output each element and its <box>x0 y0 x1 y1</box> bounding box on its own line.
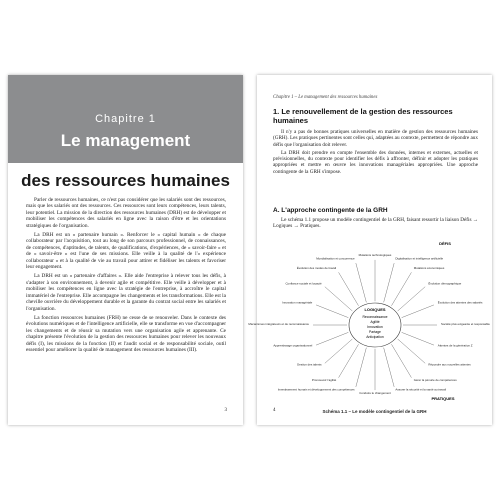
chapter-title-line2: des ressources humaines <box>21 171 230 190</box>
diagram-arrow <box>398 339 426 363</box>
diagram-arrow <box>391 344 411 377</box>
diagram-arrow <box>339 344 359 377</box>
diagram-arrow <box>384 348 395 387</box>
section-paragraph: La DRH doit prendre en compte l'ensemble des données, internes et externes, actuelles et prévisionnelles, du contexte pour identifier les défis à affronter, définir et adopter les pratiques appropriées et mettre en œuvre les innovations managériales appropriées. Une approche contingente de la GRH s'impose. <box>273 149 478 175</box>
contingency-diagram <box>248 235 490 410</box>
diagram-arrow <box>391 272 411 305</box>
diagram-node-label: Assurer la sécurité et la santé au travail <box>395 387 447 392</box>
center-item: Agilité <box>370 320 380 324</box>
page-number: 3 <box>224 408 227 413</box>
diagram-node-label: Gestion des talents <box>296 362 322 367</box>
diagram-arrow <box>356 263 367 302</box>
center-label: LOGIQUES <box>364 307 386 312</box>
diagram-caption: Schéma 1.1 – Le modèle contingentiel de la GRH <box>322 409 427 414</box>
diagram-node-label: Apprentissage organisationnel <box>273 343 313 348</box>
center-item: Partage <box>369 330 381 334</box>
section-heading: 1. Le renouvellement de la gestion des ressources humaines <box>273 107 453 125</box>
subsection-heading: A. L'approche contingente de la GRH <box>273 207 388 214</box>
diagram-node-label: Mécanismes intégrateurs et de reconnaissance <box>248 322 309 326</box>
intro-paragraph: Parler de ressources humaines, ce n'est pas considérer que les salariés sont des ressources, mais que les salariés ont des ressources. Ces ressources sont leurs compétences, leurs talents, leur potentiel. La mission de la direction des ressources humaines (DRH) est de développer et mobiliser les compétences des salariés en ligne avec la raison d'être et les orientations stratégiques de l'organisation. <box>26 197 226 229</box>
diagram-node-label: Innovation managériale <box>282 300 313 305</box>
diagram-arrow <box>356 348 367 387</box>
intro-paragraph: La DRH est un « partenaire d'affaires ». Elle aide l'entreprise à relever tous les défis, à s'adapter à son environnement, à devenir agile et compétitive. Elle veille à développer et à mobiliser les compétences en ligne avec la stratégie de l'entreprise, à accroître le capital immatériel de l'entreprise. Elle accompagne les changements et les transformations. Elle est la cheville ouvrière du développement durable et la garante du contrat social entre les salariés et l'organisation. <box>26 273 226 312</box>
running-head: Chapitre 1 – Le management des ressources humaines <box>273 95 378 100</box>
diagram-node-label: Évolution des modes de travail <box>296 266 337 271</box>
page-number: 4 <box>273 408 276 413</box>
diagram-node-label: Gérer la pénurie de compétences <box>413 377 457 382</box>
diagram-node-label: Répondre aux nouvelles attentes <box>428 362 471 367</box>
right-page <box>248 75 492 425</box>
diagram-node-label: Conduire le changement <box>359 391 391 396</box>
center-item: Reconnaissance <box>362 315 388 319</box>
center-item: Innovation <box>367 325 383 329</box>
section-paragraph: Il n'y a pas de bonnes pratiques universelles en matière de gestion des ressources humaines (GRH). Les pratiques pertinentes sont celles qui, adaptées au contexte, permettent de répondre aux défis que l'organisation doit relever. <box>273 129 478 148</box>
diagram-node-label: Mondialisation et concurrence <box>316 256 355 261</box>
diagram-arrow <box>316 305 348 318</box>
diagram-node-label: Confiance sociale et loyauté <box>285 281 322 286</box>
subsection-text <box>273 217 478 232</box>
center-item: Anticipation <box>366 335 384 339</box>
diagram-arrow <box>316 332 348 345</box>
diagram-node-label: Investissement humain et développement des compétences <box>277 387 355 392</box>
intro-paragraph: La DRH est un « partenaire humain ». Renforcer le « capital humain » de chaque collaborateur par l'acquisition, tout au long de son parcours professionnel, de connaissances, de compétences, d'aptitudes, de talents, de qualifications, d'expériences, de « savoir-faire » et de « savoir-être » est l'une de ses missions. Elle veille à la qualité de l'« expérience collaborateur » et à la qualité de vie au travail pour attirer et fidéliser les talents et favoriser leur engagement. <box>26 232 226 271</box>
diagram-arrow <box>325 287 353 311</box>
intro-text <box>26 197 226 356</box>
section-text <box>273 129 478 177</box>
pratiques-label: PRATIQUES <box>431 396 455 401</box>
diagram-arrow <box>402 332 434 345</box>
diagram-arrow <box>339 272 359 305</box>
chapter-title-line2-container <box>8 171 243 191</box>
diagram-node-label: Évolution des attentes des salariés <box>437 300 483 305</box>
diagram-node-label: Évolution démographique <box>428 281 462 286</box>
chapter-label: Chapitre 1 <box>95 113 156 125</box>
subsection-paragraph: Le schéma 1.1 propose un modèle contingentiel de la GRH, faisant ressortir la liaison Défis → Logiques → Pratiques. <box>273 217 478 230</box>
diagram-arrow <box>402 305 434 318</box>
chapter-title-line1: Le management <box>60 131 191 150</box>
diagram-arrow <box>398 287 426 311</box>
intro-paragraph: La fonction ressources humaines (FRH) ne cesse de se renouveler. Dans le contexte des évolutions numériques et de l'intelligence artificielle, elle se transforme en vue d'accompagner les changements et de réussir sa mutation vers une organisation agile et apprenante. Ce chapitre présente l'évolution de la gestion des ressources humaines pour relever les nouveaux défis (I), les missions de la fonction (II) et l'audit social et de responsabilité sociale, outil essentiel pour améliorer la qualité de management des ressources humaines (III). <box>26 314 226 353</box>
diagram-node-label: Mutations technologiques <box>358 252 392 257</box>
diagram-node-label: Digitalisation et intelligence artificielle <box>395 256 444 261</box>
diagram-node-label: Attentes de la génération Z <box>437 343 473 348</box>
chapter-title <box>8 131 243 151</box>
chapter-banner <box>8 75 243 163</box>
diagram-arrow <box>325 339 353 363</box>
diagram-node-label: Mutations économiques <box>413 266 445 271</box>
left-page <box>8 75 243 425</box>
diagram-arrow <box>384 263 395 302</box>
defis-label: DÉFIS <box>439 241 451 246</box>
diagram-node-label: Société plus exigeante et responsable <box>441 322 490 326</box>
diagram-node-label: Promouvoir l'agilité <box>311 377 337 382</box>
